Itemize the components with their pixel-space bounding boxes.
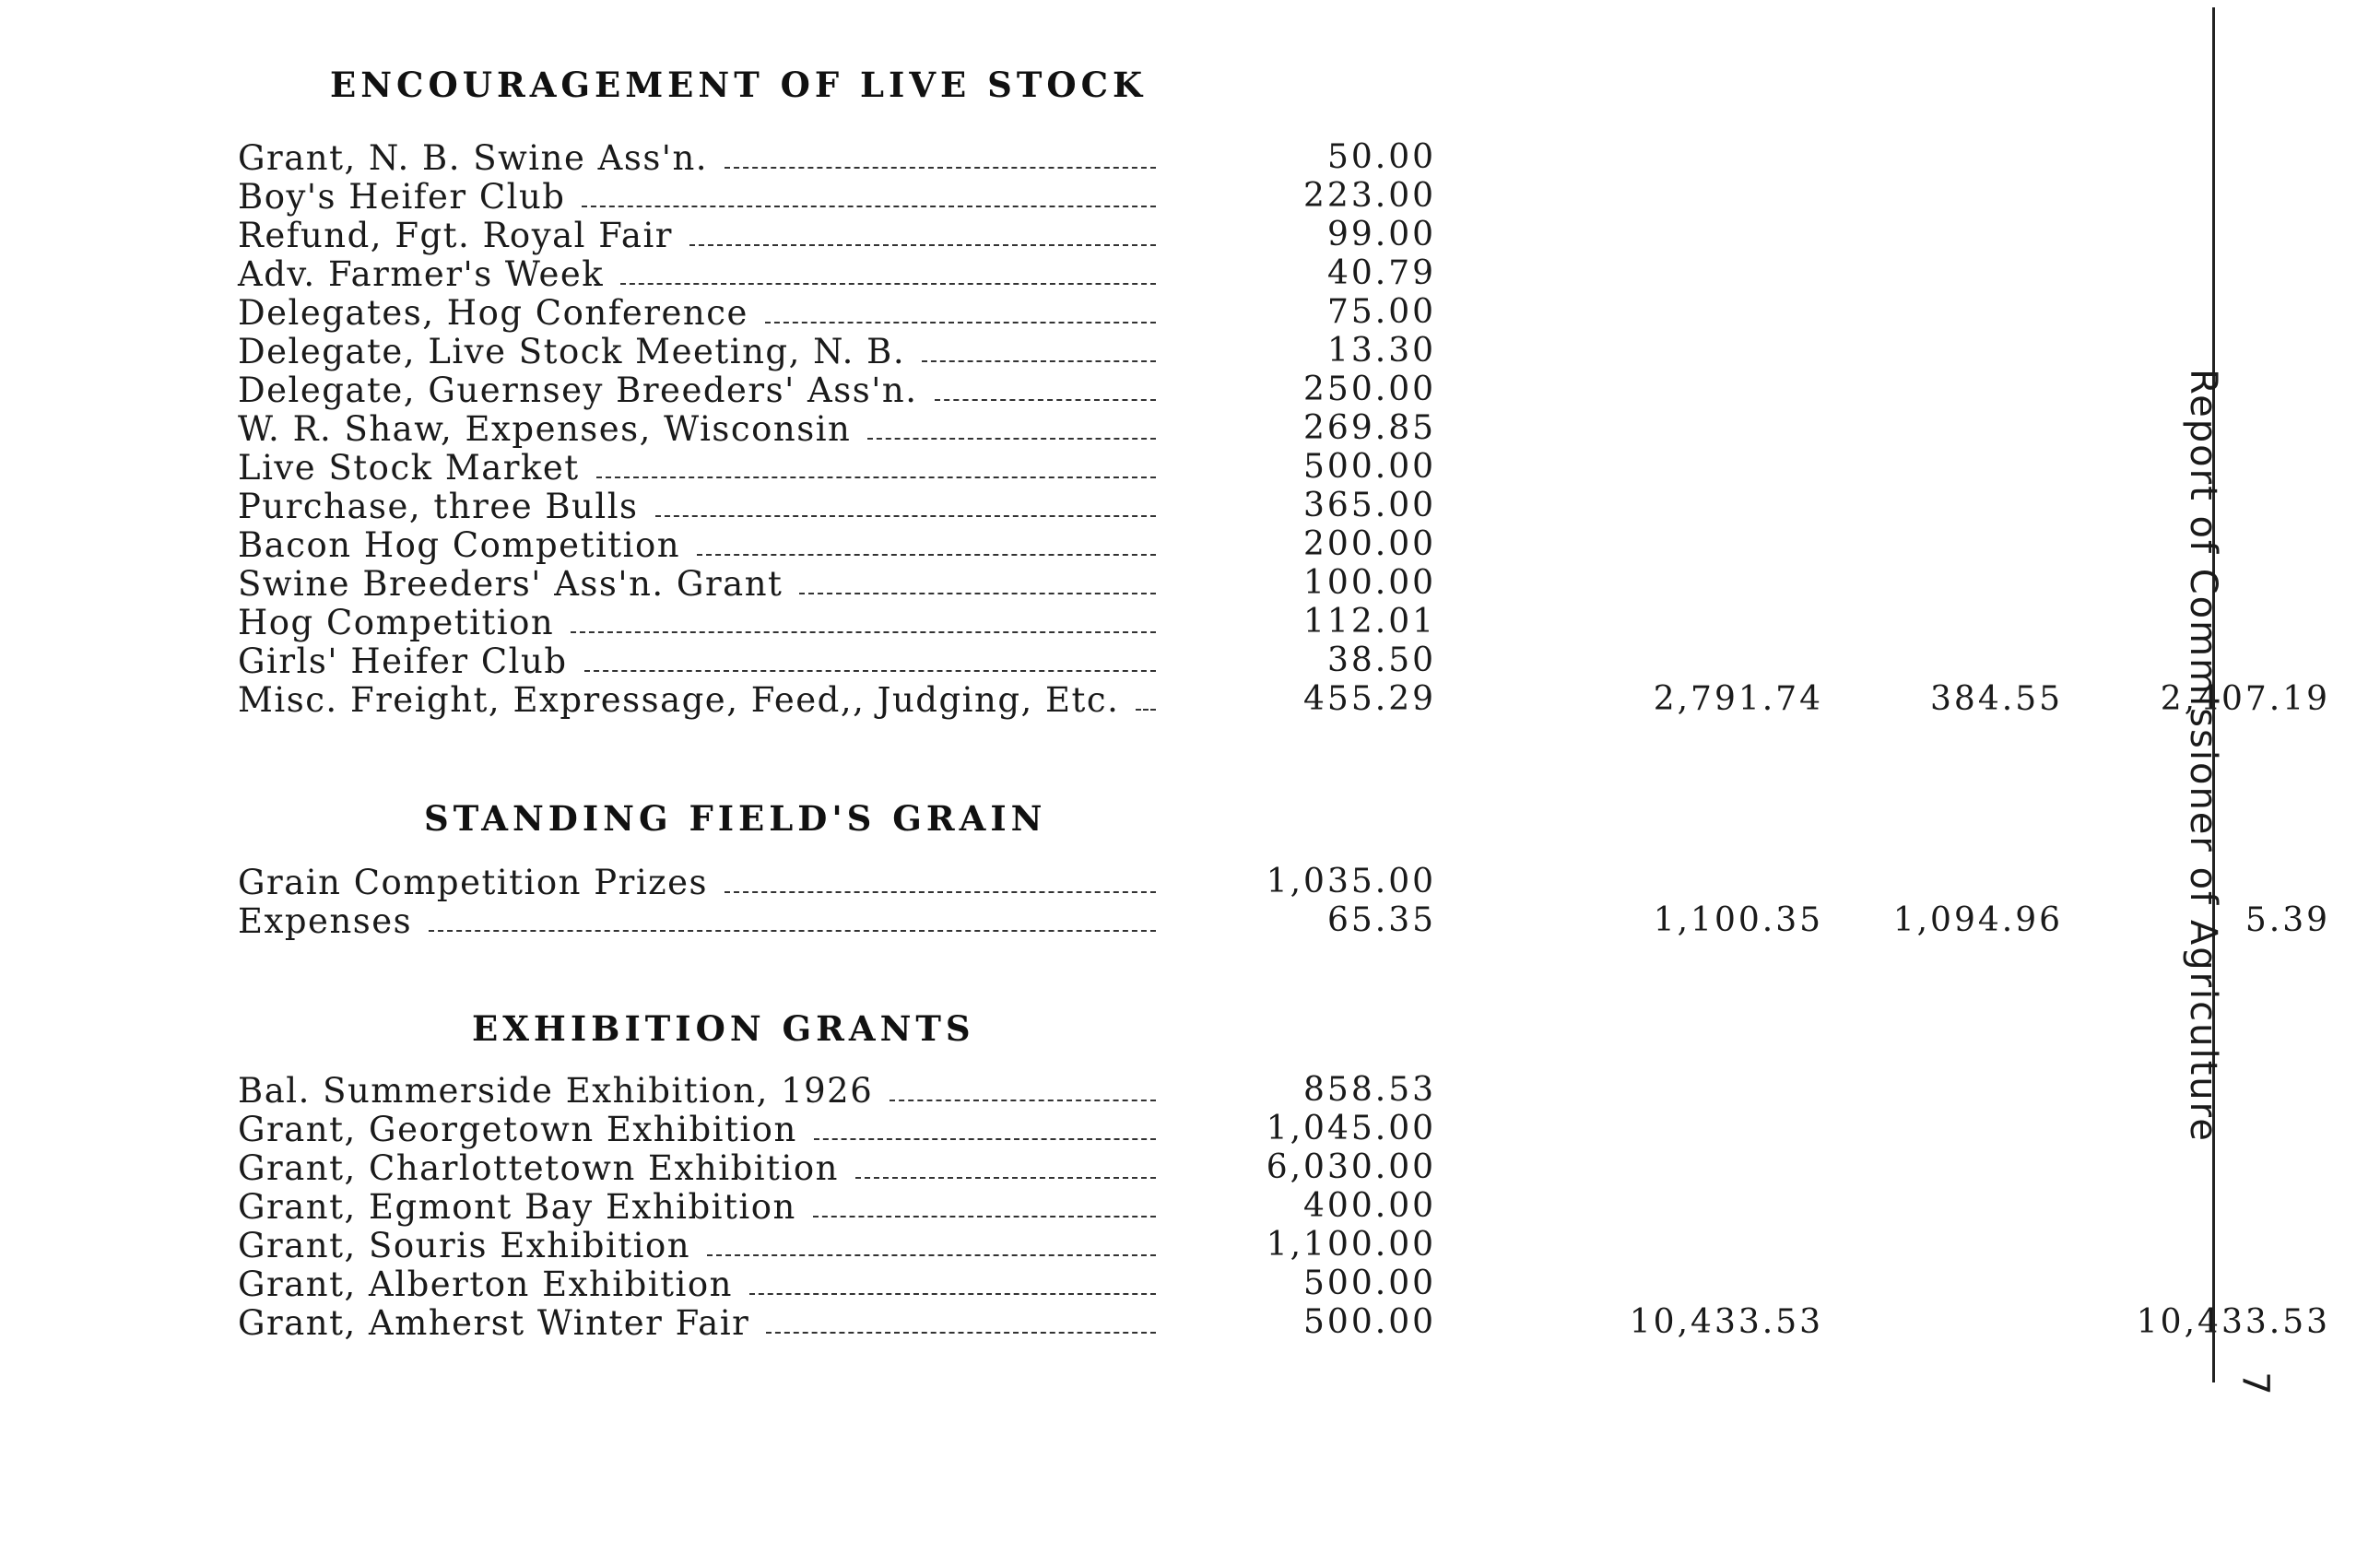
row-label: Refund, Fgt. Royal Fair bbox=[238, 216, 673, 255]
row-label: Grant, Alberton Exhibition bbox=[238, 1265, 733, 1304]
row-label: Grant, Egmont Bay Exhibition bbox=[238, 1187, 796, 1227]
table-row bbox=[238, 371, 2100, 410]
row-amount: 500.00 bbox=[1303, 1265, 1436, 1302]
dot-leader bbox=[922, 360, 1156, 362]
table-row bbox=[238, 254, 2100, 294]
row-amount: 1,100.00 bbox=[1266, 1226, 1436, 1264]
dot-leader bbox=[855, 1177, 1156, 1179]
row-amount: 200.00 bbox=[1303, 525, 1436, 563]
row-label: Grant, Georgetown Exhibition bbox=[238, 1110, 797, 1149]
table-row bbox=[238, 138, 2100, 178]
row-label: Misc. Freight, Expressage, Feed,, Judging, Etc. bbox=[238, 680, 1120, 720]
dot-leader bbox=[814, 1138, 1156, 1140]
row-label: Grant, Charlottetown Exhibition bbox=[238, 1148, 839, 1188]
dot-leader bbox=[596, 476, 1156, 478]
section-col3: 384.55 bbox=[1930, 680, 2063, 718]
dot-leader bbox=[749, 1293, 1156, 1295]
row-amount: 75.00 bbox=[1326, 293, 1436, 331]
row-label: Expenses bbox=[238, 901, 413, 941]
row-amount: 38.50 bbox=[1326, 641, 1436, 679]
dot-leader bbox=[571, 631, 1156, 633]
row-amount: 500.00 bbox=[1303, 1303, 1436, 1341]
row-label: Purchase, three Bulls bbox=[238, 487, 639, 526]
row-amount: 13.30 bbox=[1326, 332, 1436, 370]
row-amount: 365.00 bbox=[1303, 487, 1436, 524]
dot-leader bbox=[765, 322, 1156, 323]
row-amount: 250.00 bbox=[1303, 371, 1436, 408]
dot-leader bbox=[890, 1100, 1156, 1101]
row-amount: 50.00 bbox=[1326, 138, 1436, 176]
row-label: Adv. Farmer's Week bbox=[238, 254, 605, 294]
row-amount: 269.85 bbox=[1303, 409, 1436, 447]
row-label: Delegate, Live Stock Meeting, N. B. bbox=[238, 332, 906, 371]
row-amount: 112.01 bbox=[1303, 603, 1436, 641]
table-row bbox=[238, 409, 2100, 449]
table-row bbox=[238, 1226, 2100, 1265]
dot-leader bbox=[725, 167, 1156, 169]
section-col4: 2,407.19 bbox=[2160, 680, 2330, 718]
section-col3: 1,094.96 bbox=[1892, 901, 2063, 939]
dot-leader bbox=[867, 438, 1156, 440]
row-label: Grant, Souris Exhibition bbox=[238, 1226, 691, 1265]
row-amount: 65.35 bbox=[1326, 901, 1436, 939]
table-row bbox=[238, 564, 2100, 604]
row-label: Bal. Summerside Exhibition, 1926 bbox=[238, 1071, 874, 1111]
row-label: Delegates, Hog Conference bbox=[238, 293, 748, 333]
dot-leader bbox=[1136, 709, 1156, 711]
dot-leader bbox=[584, 670, 1156, 672]
row-label: Hog Competition bbox=[238, 603, 555, 642]
row-label: Girls' Heifer Club bbox=[238, 641, 568, 681]
dot-leader bbox=[582, 206, 1156, 207]
table-row bbox=[238, 1187, 2100, 1227]
row-label: Grant, Amherst Winter Fair bbox=[238, 1303, 750, 1343]
table-row bbox=[238, 487, 2100, 526]
table-row bbox=[238, 863, 2100, 902]
table-row bbox=[238, 332, 2100, 371]
row-amount: 858.53 bbox=[1303, 1071, 1436, 1109]
row-amount: 500.00 bbox=[1303, 448, 1436, 486]
row-amount: 100.00 bbox=[1303, 564, 1436, 602]
table-row bbox=[238, 901, 2330, 941]
table-row bbox=[238, 448, 2100, 488]
table-row bbox=[238, 1110, 2100, 1149]
row-label: Live Stock Market bbox=[238, 448, 580, 488]
table-row bbox=[238, 680, 2330, 720]
dot-leader bbox=[429, 930, 1156, 932]
section-total: 2,791.74 bbox=[1653, 680, 1823, 718]
row-amount: 40.79 bbox=[1326, 254, 1436, 292]
row-label: Swine Breeders' Ass'n. Grant bbox=[238, 564, 784, 604]
running-title: Report of Commissioner of Agriculture bbox=[2182, 369, 2224, 1143]
table-row bbox=[238, 1303, 2330, 1343]
table-row bbox=[238, 1071, 2100, 1111]
row-label: Grant, N. B. Swine Ass'n. bbox=[238, 138, 709, 178]
table-row bbox=[238, 641, 2100, 681]
table-row bbox=[238, 293, 2100, 333]
row-label: Boy's Heifer Club bbox=[238, 177, 566, 217]
dot-leader bbox=[620, 283, 1156, 285]
dot-leader bbox=[689, 244, 1156, 246]
row-label: Grain Competition Prizes bbox=[238, 863, 709, 902]
row-label: Bacon Hog Competition bbox=[238, 525, 681, 565]
section-heading-exhibition: EXHIBITION GRANTS bbox=[472, 1008, 975, 1049]
section-total: 10,433.53 bbox=[1629, 1303, 1823, 1341]
section-heading-grain: STANDING FIELD'S GRAIN bbox=[424, 798, 1047, 839]
row-amount: 455.29 bbox=[1303, 680, 1436, 718]
dot-leader bbox=[655, 515, 1156, 517]
row-amount: 223.00 bbox=[1303, 177, 1436, 215]
row-amount: 6,030.00 bbox=[1266, 1148, 1436, 1186]
table-row bbox=[238, 603, 2100, 642]
section-heading-livestock: ENCOURAGEMENT OF LIVE STOCK bbox=[330, 65, 1148, 105]
dot-leader bbox=[813, 1216, 1156, 1218]
row-amount: 1,045.00 bbox=[1266, 1110, 1436, 1147]
table-row bbox=[238, 1265, 2100, 1304]
row-amount: 400.00 bbox=[1303, 1187, 1436, 1225]
section-col4: 10,433.53 bbox=[2136, 1303, 2330, 1341]
table-row bbox=[238, 525, 2100, 565]
page-number: 7 bbox=[2233, 1371, 2277, 1395]
row-amount: 99.00 bbox=[1326, 216, 1436, 253]
row-amount: 1,035.00 bbox=[1266, 863, 1436, 900]
dot-leader bbox=[725, 891, 1156, 893]
dot-leader bbox=[697, 554, 1156, 556]
row-label: Delegate, Guernsey Breeders' Ass'n. bbox=[238, 371, 918, 410]
row-label: W. R. Shaw, Expenses, Wisconsin bbox=[238, 409, 852, 449]
dot-leader bbox=[707, 1254, 1156, 1256]
section-total: 1,100.35 bbox=[1653, 901, 1823, 939]
table-row bbox=[238, 216, 2100, 255]
dot-leader bbox=[799, 593, 1156, 594]
section-col4: 5.39 bbox=[2245, 901, 2330, 939]
table-row bbox=[238, 177, 2100, 217]
table-row bbox=[238, 1148, 2100, 1188]
dot-leader bbox=[935, 399, 1157, 401]
dot-leader bbox=[766, 1332, 1156, 1334]
